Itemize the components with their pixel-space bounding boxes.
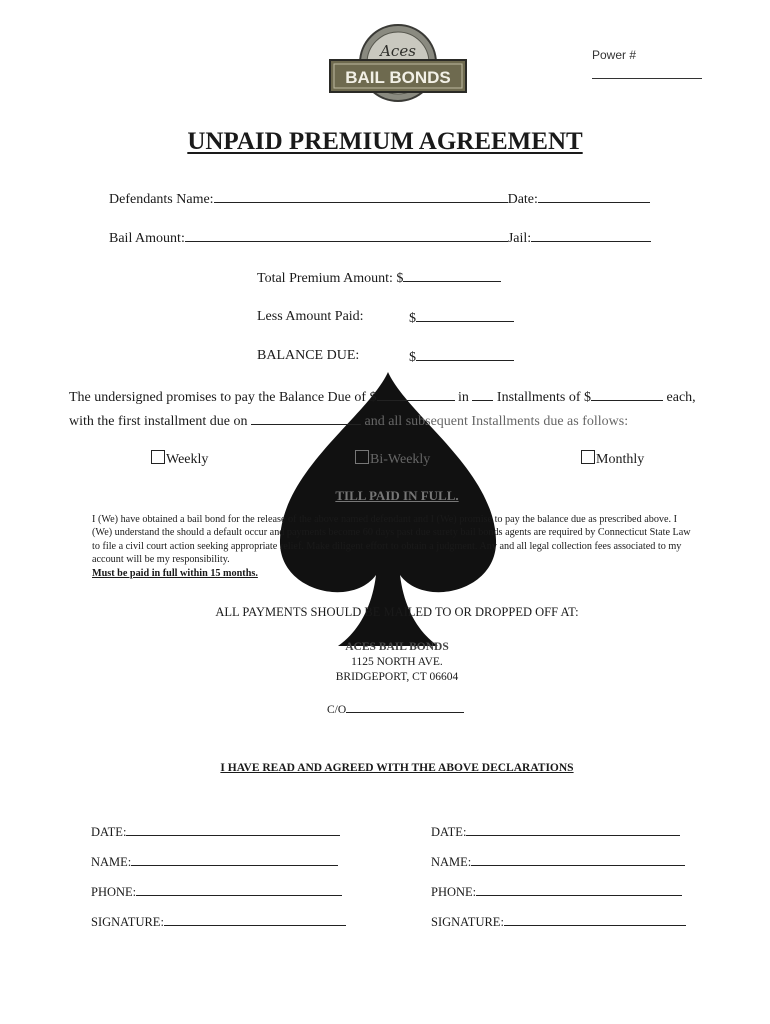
installment-text-d: each, [666,390,696,405]
right-signature-label: SIGNATURE: [431,915,504,929]
installment-count-field[interactable] [472,388,493,401]
left-date-field[interactable] [126,823,340,836]
logo-banner-text: BAIL BONDS [345,68,451,87]
installment-text-b: in [458,390,469,405]
weekly-checkbox[interactable] [151,450,165,464]
date-label: Date: [507,192,538,207]
agreement-text: I (We) have obtained a bail bond for the release of the above named defendant and I (We) promise to pay the balance due as prescribed above. I (We) understand the should a default occur and payments become 60 days past due surety bail bonds agents are required by Connecticut State Law to file a civil court action seeking appropriate relief. Make diligent effort to obtain a judgment. Any and all legal collection fees associated to my account will be my responsibility. [92,514,691,566]
date-field[interactable] [538,190,650,203]
installment-text-a: The undersigned promises to pay the Balance Due of $ [69,390,377,405]
company-name: ACES BAIL BONDS [345,641,449,653]
total-premium-label: Total Premium Amount: $ [257,271,404,286]
till-paid-in-full-text: TILL PAID IN FULL. [335,488,459,503]
less-amount-paid-dollar: $ [409,311,416,326]
less-amount-paid-field[interactable] [416,309,514,322]
logo-top-text: Aces [380,42,416,60]
left-signature-label: SIGNATURE: [91,915,164,929]
right-date-label: DATE: [431,825,467,839]
jail-label: Jail: [507,231,532,246]
monthly-checkbox[interactable] [581,450,595,464]
first-installment-date-field[interactable] [251,412,361,425]
total-premium-field[interactable] [403,269,501,282]
subsequent-installments-text: and all subsequent Installments due as follows: [364,414,629,429]
right-name-field[interactable] [471,853,685,866]
right-date-field[interactable] [466,823,680,836]
biweekly-checkbox[interactable] [355,450,369,464]
left-name-field[interactable] [131,853,338,866]
declaration-heading: I HAVE READ AND AGREED WITH THE ABOVE DECLARATIONS [220,762,574,774]
biweekly-option[interactable] [355,450,430,468]
monthly-option[interactable] [581,450,644,468]
left-phone-field[interactable] [136,883,342,896]
balance-due-dollar: $ [409,350,416,365]
company-street: 1125 NORTH AVE. [351,656,443,668]
weekly-label: Weekly [166,452,209,467]
balance-due-label: BALANCE DUE: [257,348,360,363]
left-name-label: NAME: [91,855,132,869]
defendant-name-label: Defendants Name: [109,192,214,207]
bail-amount-label: Bail Amount: [109,231,185,246]
page-title: UNPAID PREMIUM AGREEMENT [187,128,583,155]
payment-instructions: ALL PAYMENTS SHOULD BE MAILED TO OR DROPPED OFF AT: [215,605,579,619]
left-signature-field[interactable] [164,913,346,926]
installment-text-c: Installments of $ [496,390,592,405]
jail-field[interactable] [531,229,651,242]
care-of-label: C/O [327,704,347,716]
right-signature-field[interactable] [504,913,686,926]
power-number-label: Power # [592,48,637,62]
biweekly-label: Bi-Weekly [370,452,431,467]
right-phone-label: PHONE: [431,885,477,899]
monthly-label: Monthly [596,452,645,467]
care-of-field[interactable] [346,702,464,713]
bail-amount-field[interactable] [185,229,508,242]
less-amount-paid-label: Less Amount Paid: [257,309,364,324]
installment-amount-field[interactable] [591,388,663,401]
first-installment-text: with the first installment due on [69,414,248,429]
defendant-name-field[interactable] [214,190,508,203]
company-city: BRIDGEPORT, CT 06604 [335,671,459,683]
right-name-label: NAME: [431,855,472,869]
agreement-paragraph [92,513,692,580]
right-phone-field[interactable] [476,883,682,896]
power-number-field[interactable] [592,78,702,79]
balance-due-field[interactable] [416,348,514,361]
paid-in-full-requirement: Must be paid in full within 15 months. [92,567,258,579]
installment-balance-field[interactable] [377,388,455,401]
weekly-option[interactable] [151,450,208,468]
aces-bail-bonds-logo [326,22,470,104]
left-date-label: DATE: [91,825,127,839]
left-phone-label: PHONE: [91,885,137,899]
